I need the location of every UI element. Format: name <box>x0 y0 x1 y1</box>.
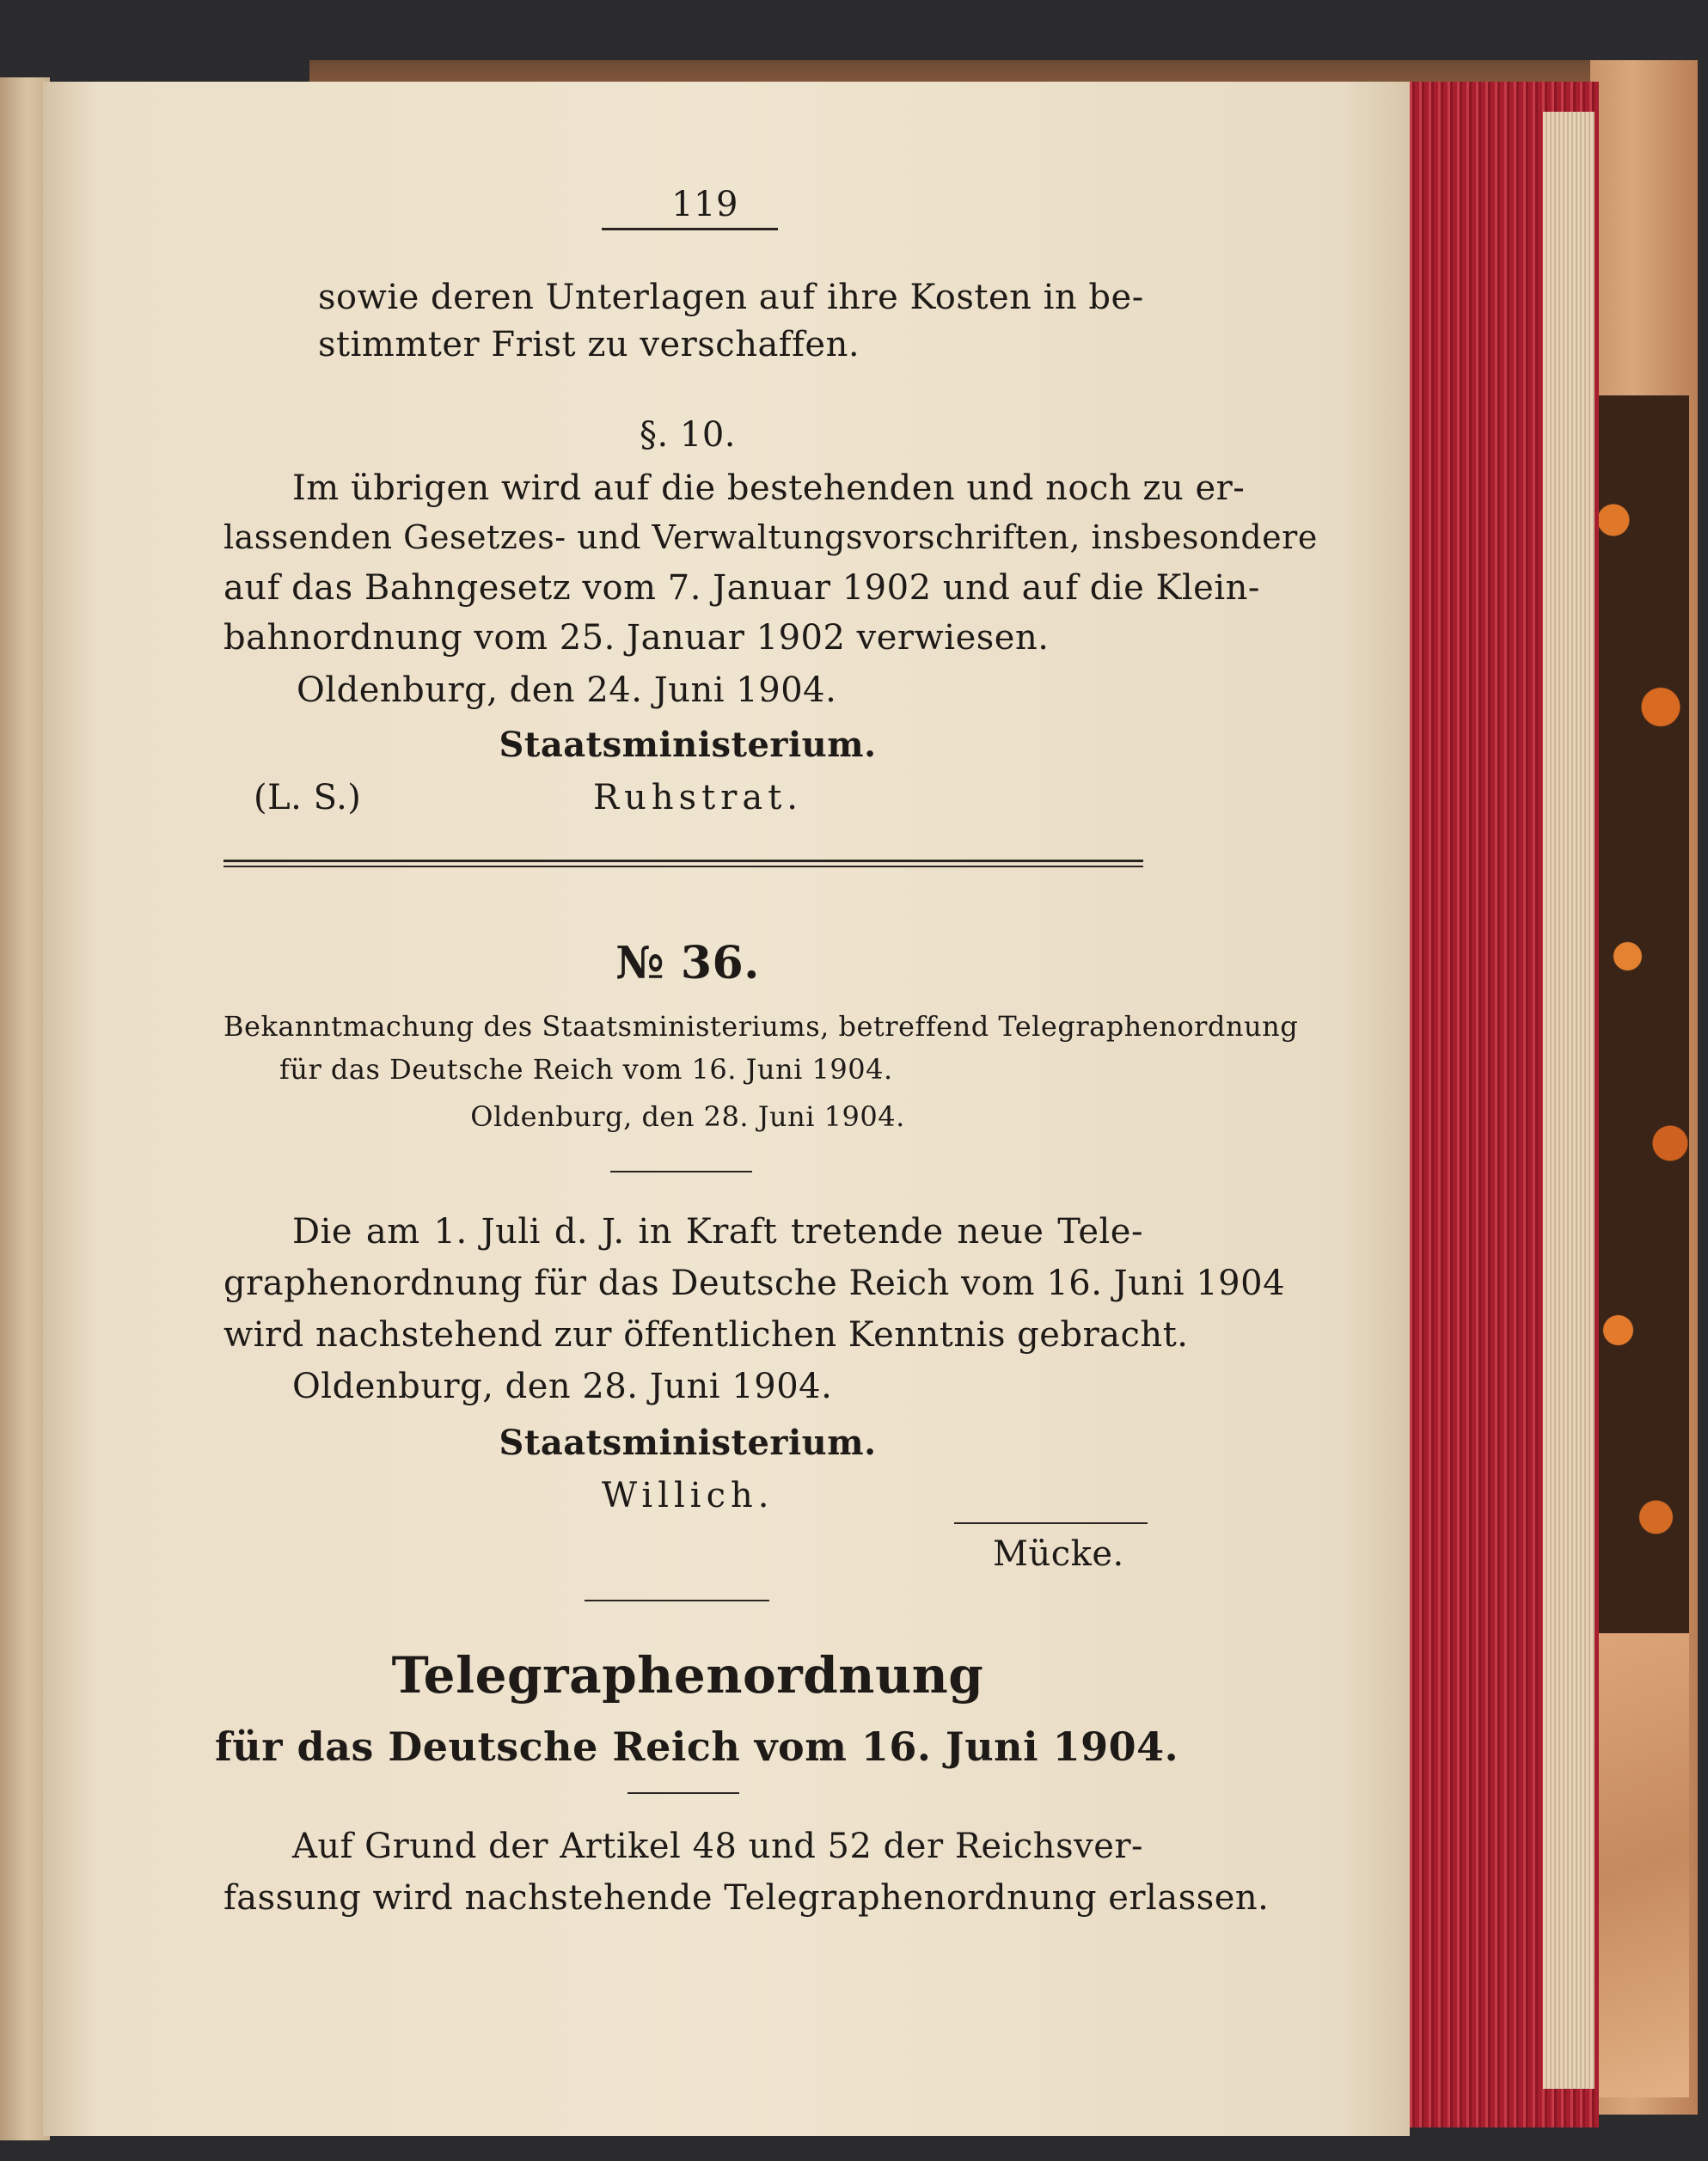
announcement-line: für das Deutsche Reich vom 16. Juni 1904. <box>279 1053 893 1086</box>
body-line: Im übrigen wird auf die bestehenden und noch zu er- <box>292 468 1246 508</box>
body-line: auf das Bahngesetz vom 7. Januar 1902 und auf die Klein- <box>223 568 1260 608</box>
countersigner-name: Mücke. <box>993 1534 1124 1574</box>
section-divider <box>223 860 1143 862</box>
place-date: Oldenburg, den 24. Juni 1904. <box>297 670 837 710</box>
body-line: stimmter Frist zu verschaffen. <box>318 325 860 364</box>
page-number-rule <box>602 228 778 230</box>
document-title: Telegraphenordnung <box>391 1646 984 1705</box>
countersign-rule <box>954 1522 1148 1524</box>
ministry-signature: Staatsministerium. <box>499 725 877 765</box>
place-date: Oldenburg, den 28. Juni 1904. <box>292 1367 833 1406</box>
body-line: lassenden Gesetzes- und Verwaltungsvorschriften, insbesondere <box>223 518 1318 556</box>
ministry-signature: Staatsministerium. <box>499 1423 877 1463</box>
body-line: Die am 1. Juli d. J. in Kraft tretende neue Tele- <box>292 1212 1143 1252</box>
leather-corner <box>1595 1633 1689 2097</box>
page-number: 119 <box>671 185 738 224</box>
short-rule <box>585 1600 769 1601</box>
section-divider <box>223 866 1143 867</box>
body-line: sowie deren Unterlagen auf ihre Kosten in be- <box>318 278 1144 317</box>
body-line: Auf Grund der Artikel 48 und 52 der Reichsver- <box>292 1827 1143 1866</box>
body-line: graphenordnung für das Deutsche Reich vom 16. Juni 1904 <box>223 1264 1286 1303</box>
short-rule <box>610 1171 752 1172</box>
signer-name: Ruhstrat. <box>593 778 803 817</box>
short-rule <box>627 1792 739 1794</box>
announcement-line: Bekanntmachung des Staatsministeriums, betreffend Telegraphenordnung <box>223 1010 1299 1043</box>
body-line: wird nachstehend zur öffentlichen Kenntnis gebracht. <box>223 1315 1189 1355</box>
signer-name: Willich. <box>602 1476 774 1515</box>
section-heading: §. 10. <box>639 415 737 455</box>
announcement-date: Oldenburg, den 28. Juni 1904. <box>470 1100 905 1133</box>
issue-number: № 36. <box>615 937 760 989</box>
document-page <box>43 82 1410 2136</box>
seal-mark: (L. S.) <box>254 778 362 817</box>
document-subtitle: für das Deutsche Reich vom 16. Juni 1904. <box>215 1723 1179 1770</box>
marbled-cover <box>1595 395 1689 1642</box>
body-line: fassung wird nachstehende Telegraphenordnung erlassen. <box>223 1878 1270 1918</box>
page-edges-light <box>1543 112 1595 2089</box>
body-line: bahnordnung vom 25. Januar 1902 verwiesen. <box>223 618 1050 658</box>
